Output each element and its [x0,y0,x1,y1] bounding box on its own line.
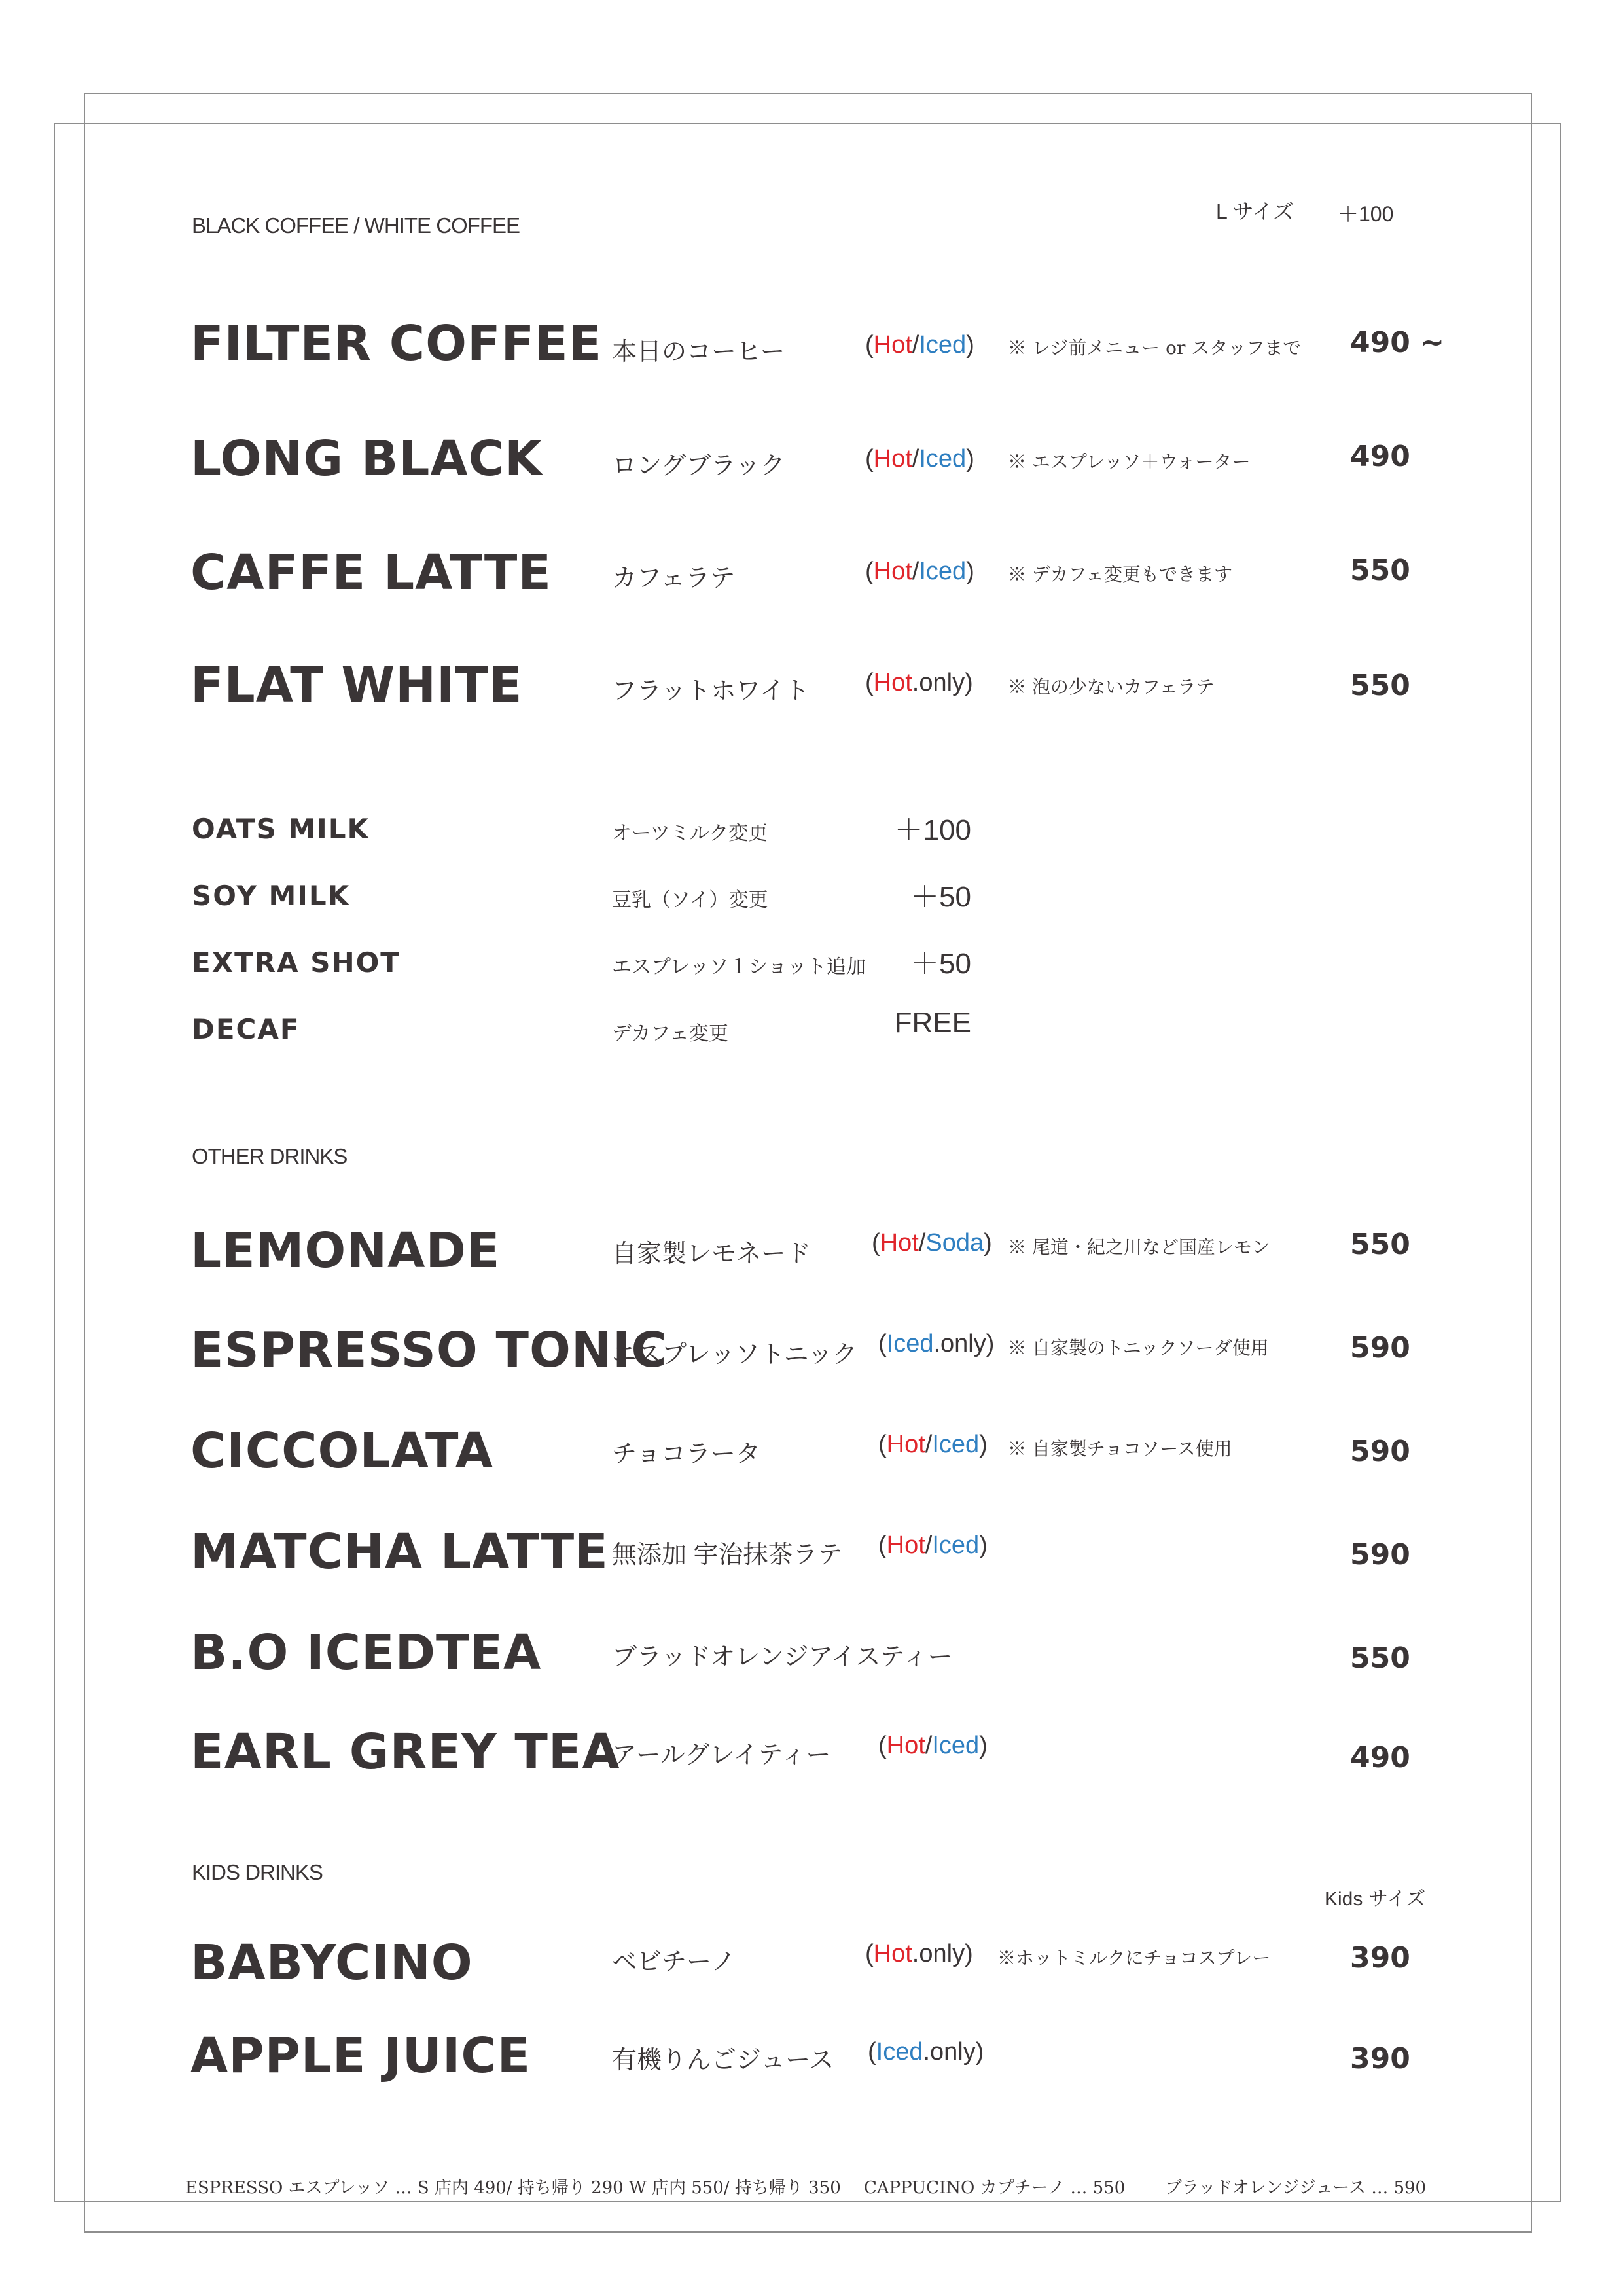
modifier-price: ＋50 [910,948,971,980]
item-options: (Hot/Iced) [865,558,974,585]
item-options: (Hot/Iced) [878,1532,988,1559]
item-price: 390 [1350,2042,1410,2075]
item-jp: カフェラテ [612,565,736,592]
modifier-price: ＋100 [894,814,971,846]
modifier-price: FREE [894,1007,971,1039]
item-note: ※ 自家製チョコソース使用 [1008,1438,1232,1460]
modifier-jp: エスプレッソ１ショット追加 [612,956,866,978]
item-note: ※ レジ前メニュー or スタッフまで [1008,337,1302,359]
item-price: 550 [1350,1641,1410,1675]
item-note: ※ エスプレッソ＋ウォーター [1008,451,1251,473]
section-title-coffee: BLACK COFFEE / WHITE COFFEE [192,213,520,238]
modifier-name: SOY MILK [192,880,351,912]
section-title-kids: KIDS DRINKS [192,1860,323,1884]
item-note: ※ホットミルクにチョコスプレー [997,1947,1271,1969]
modifier-name: OATS MILK [192,813,370,845]
item-name: FLAT WHITE [190,657,523,713]
item-jp: 自家製レモネード [612,1240,812,1268]
item-jp: アールグレイティー [612,1742,831,1769]
item-options: (Hot/Soda) [872,1229,992,1257]
item-options: (Iced.only) [878,1330,995,1357]
item-price: 550 [1350,554,1410,587]
item-name: BABYCINO [190,1935,473,1991]
item-name: CAFFE LATTE [190,545,552,601]
item-name: LEMONADE [190,1223,501,1279]
item-price: 550 [1350,1228,1410,1261]
item-name: LONG BLACK [190,431,543,487]
modifier-name: EXTRA SHOT [192,946,401,978]
item-jp: ベビチーノ [612,1948,736,1976]
item-price: 390 [1350,1941,1410,1975]
item-name: ESPRESSO TONIC [190,1322,668,1378]
modifier-jp: オーツミルク変更 [612,823,768,844]
item-price: 490 [1350,1741,1410,1774]
item-price: 490 ~ [1350,326,1445,359]
item-jp: 有機りんごジュース [612,2047,834,2074]
item-options: (Hot/Iced) [865,331,974,359]
item-name: MATCHA LATTE [190,1524,609,1580]
item-jp: エスプレッソトニック [612,1341,858,1369]
item-jp: チョコラータ [612,1441,760,1468]
item-options: (Hot/Iced) [878,1732,988,1759]
modifier-name: DECAF [192,1013,300,1045]
item-name: FILTER COFFEE [190,315,603,372]
item-options: (Hot/Iced) [878,1431,988,1458]
modifier-jp: デカフェ変更 [612,1023,728,1045]
item-note: ※ デカフェ変更もできます [1008,564,1232,585]
item-jp: ブラッドオレンジアイスティー [612,1643,953,1671]
item-price: 590 [1350,1435,1410,1468]
item-name: EARL GREY TEA [190,1724,620,1780]
footer-espresso: ESPRESSO エスプレッソ … S 店内 490/ 持ち帰り 290 W 店内 550/ 持ち帰り 350 [185,2178,841,2198]
item-price: 550 [1350,669,1410,702]
item-options: (Hot.only) [865,1940,973,1967]
l-size-price: ＋100 [1338,202,1394,226]
item-jp: 本日のコーヒー [612,338,785,366]
item-options: (Hot.only) [865,669,973,696]
item-jp: ロングブラック [612,452,785,480]
item-jp: 無添加 宇治抹茶ラテ [612,1541,843,1569]
item-name: APPLE JUICE [190,2028,531,2084]
item-name: B.O ICEDTEA [190,1624,542,1681]
section-title-other: OTHER DRINKS [192,1144,348,1168]
modifier-jp: 豆乳（ソイ）変更 [612,889,768,911]
item-options: (Iced.only) [868,2038,984,2066]
item-options: (Hot/Iced) [865,445,974,473]
kids-size-label: Kids サイズ [1325,1888,1426,1910]
footer-blood-orange: ブラッドオレンジジュース … 590 [1165,2178,1427,2198]
item-jp: フラットホワイト [612,677,810,705]
l-size-label: L サイズ [1216,200,1294,223]
item-price: 590 [1350,1538,1410,1571]
modifier-price: ＋50 [910,881,971,913]
item-price: 490 [1350,440,1410,473]
item-price: 590 [1350,1331,1410,1365]
item-note: ※ 尾道・紀之川など国産レモン [1008,1236,1270,1258]
item-note: ※ 自家製のトニックソーダ使用 [1008,1337,1269,1359]
item-note: ※ 泡の少ないカフェラテ [1008,676,1215,698]
footer-cappuccino: CAPPUCINO カプチーノ … 550 [864,2178,1126,2198]
item-name: CICCOLATA [190,1423,494,1479]
